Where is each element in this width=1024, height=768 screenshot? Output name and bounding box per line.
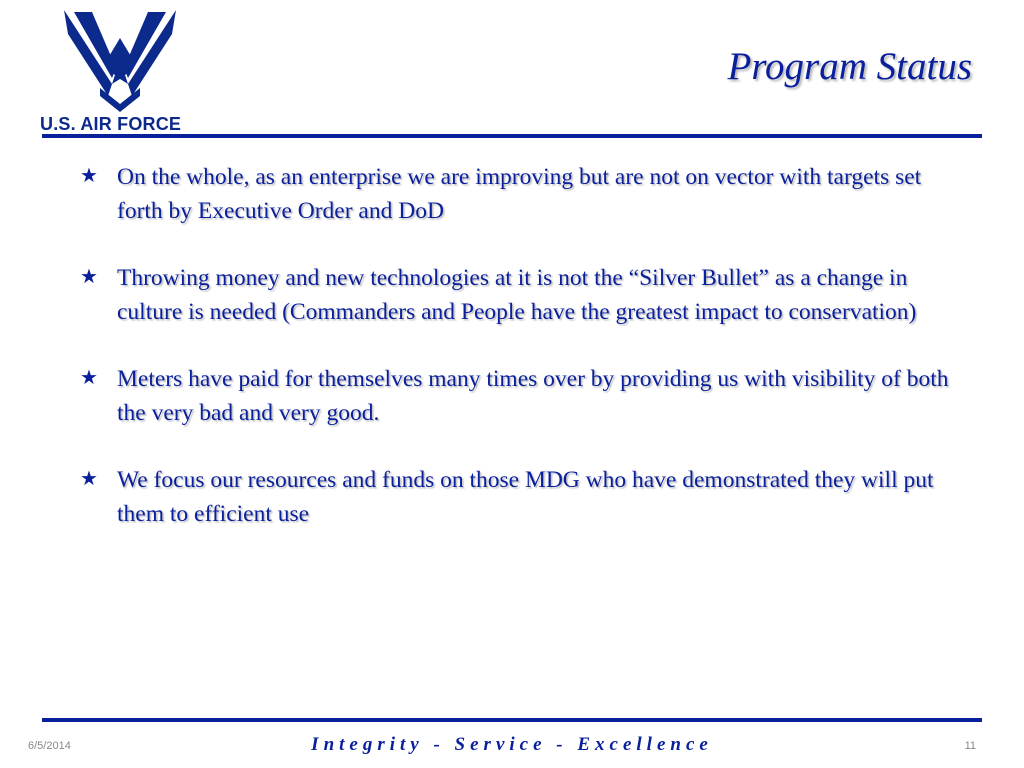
footer-divider [42, 718, 982, 722]
slide-title: Program Status [727, 45, 972, 88]
bullet-item [80, 463, 960, 531]
bullet-item [80, 160, 960, 228]
air-force-wings-icon [62, 8, 178, 112]
footer-date: 6/5/2014 [28, 740, 71, 752]
bullet-item [80, 261, 960, 329]
footer-motto: Integrity - Service - Excellence [311, 734, 713, 755]
bullet-text: We focus our resources and funds on those MDG who have demonstrated they will put them to efficient use [117, 467, 934, 527]
page-number: 11 [964, 740, 976, 752]
star-icon: ★ [80, 165, 98, 187]
header-divider [42, 134, 982, 138]
air-force-logo [40, 8, 200, 133]
bullet-text: Meters have paid for themselves many times over by providing us with visibility of both the very bad and very good. [117, 366, 949, 426]
bullet-text: On the whole, as an enterprise we are improving but are not on vector with targets set forth by Executive Order and DoD [117, 164, 922, 224]
bullet-item [80, 362, 960, 430]
bullet-list [80, 160, 960, 564]
star-icon: ★ [80, 468, 98, 490]
bullet-text: Throwing money and new technologies at it is not the “Silver Bullet” as a change in culture is needed (Commanders and People have the greatest impact to conservation) [117, 265, 917, 325]
logo-text: U.S. AIR FORCE [40, 114, 182, 134]
star-icon: ★ [80, 367, 98, 389]
star-icon: ★ [80, 266, 98, 288]
